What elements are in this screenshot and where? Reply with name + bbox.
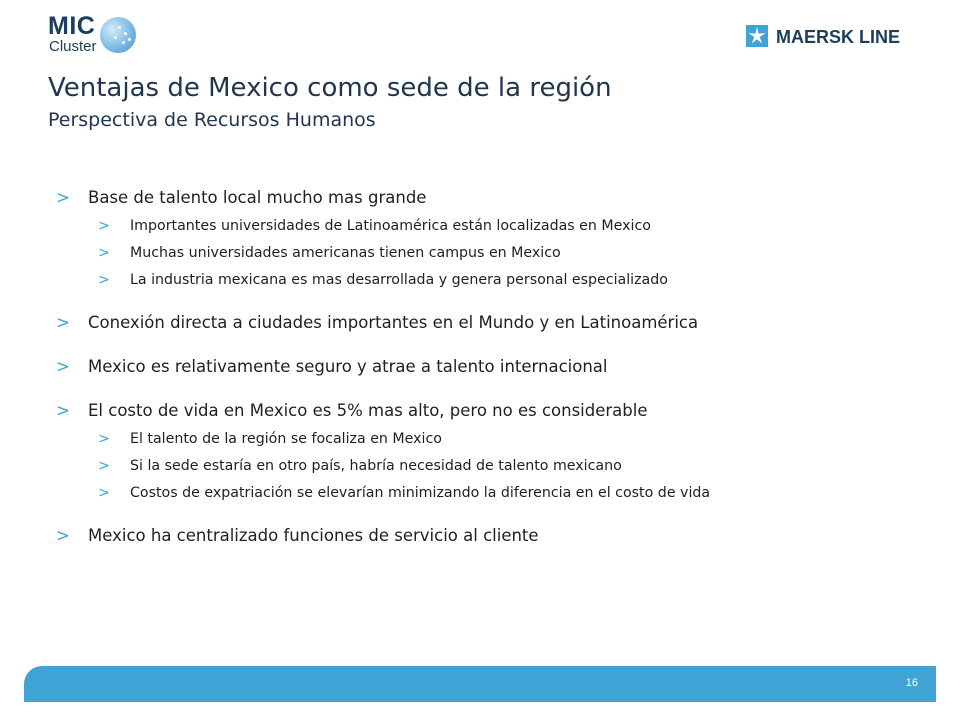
mic-cluster-logo: [48, 14, 138, 64]
bullet-arrow-icon: >: [56, 313, 70, 332]
sub-bullet-list: [98, 429, 916, 503]
footer-bar: [24, 666, 936, 702]
sub-bullet-arrow-icon: >: [98, 245, 110, 261]
sub-bullet-item: [98, 483, 916, 503]
sub-bullet-item: [98, 216, 916, 236]
sub-bullet-arrow-icon: >: [98, 272, 110, 288]
sub-bullet-arrow-icon: >: [98, 218, 110, 234]
sub-bullet-text: La industria mexicana es mas desarrollada y genera personal especializado: [130, 272, 668, 288]
slide-title: Ventajas de Mexico como sede de la región: [48, 73, 612, 103]
bullet-text: Conexión directa a ciudades importantes en el Mundo y en Latinoamérica: [88, 313, 699, 332]
bullet-list: [56, 187, 916, 569]
bullet-item: [56, 525, 916, 547]
sub-bullet-item: [98, 243, 916, 263]
bullet-text: Mexico es relativamente seguro y atrae a talento internacional: [88, 357, 608, 376]
globe-icon: [100, 17, 136, 53]
sub-bullet-text: El talento de la región se focaliza en Mexico: [130, 431, 442, 447]
bullet-arrow-icon: >: [56, 401, 70, 420]
sub-bullet-text: Muchas universidades americanas tienen campus en Mexico: [130, 245, 561, 261]
bullet-arrow-icon: >: [56, 188, 70, 207]
slide-subtitle: Perspectiva de Recursos Humanos: [48, 109, 376, 131]
bullet-arrow-icon: >: [56, 357, 70, 376]
bullet-text: El costo de vida en Mexico es 5% mas alto, pero no es considerable: [88, 401, 648, 420]
bullet-item: [56, 312, 916, 334]
logo-mic-word: MIC: [48, 12, 96, 40]
sub-bullet-arrow-icon: >: [98, 458, 110, 474]
bullet-text: Mexico ha centralizado funciones de servicio al cliente: [88, 526, 539, 545]
logo-cluster-word: Cluster: [49, 38, 97, 55]
sub-bullet-text: Costos de expatriación se elevarían minimizando la diferencia en el costo de vida: [130, 485, 711, 501]
bullet-item: [56, 187, 916, 290]
sub-bullet-list: [98, 216, 916, 290]
maersk-star-icon: [746, 25, 768, 47]
sub-bullet-arrow-icon: >: [98, 431, 110, 447]
maersk-brand-text: MAERSK LINE: [776, 27, 901, 47]
sub-bullet-text: Importantes universidades de Latinoamérica están localizadas en Mexico: [130, 218, 651, 234]
bullet-arrow-icon: >: [56, 526, 70, 545]
sub-bullet-item: [98, 456, 916, 476]
bullet-item: [56, 400, 916, 503]
page-number: 16: [905, 677, 918, 689]
sub-bullet-item: [98, 429, 916, 449]
sub-bullet-arrow-icon: >: [98, 485, 110, 501]
bullet-text: Base de talento local mucho mas grande: [88, 188, 427, 207]
bullet-item: [56, 356, 916, 378]
sub-bullet-item: [98, 270, 916, 290]
sub-bullet-text: Si la sede estaría en otro país, habría necesidad de talento mexicano: [130, 458, 622, 474]
